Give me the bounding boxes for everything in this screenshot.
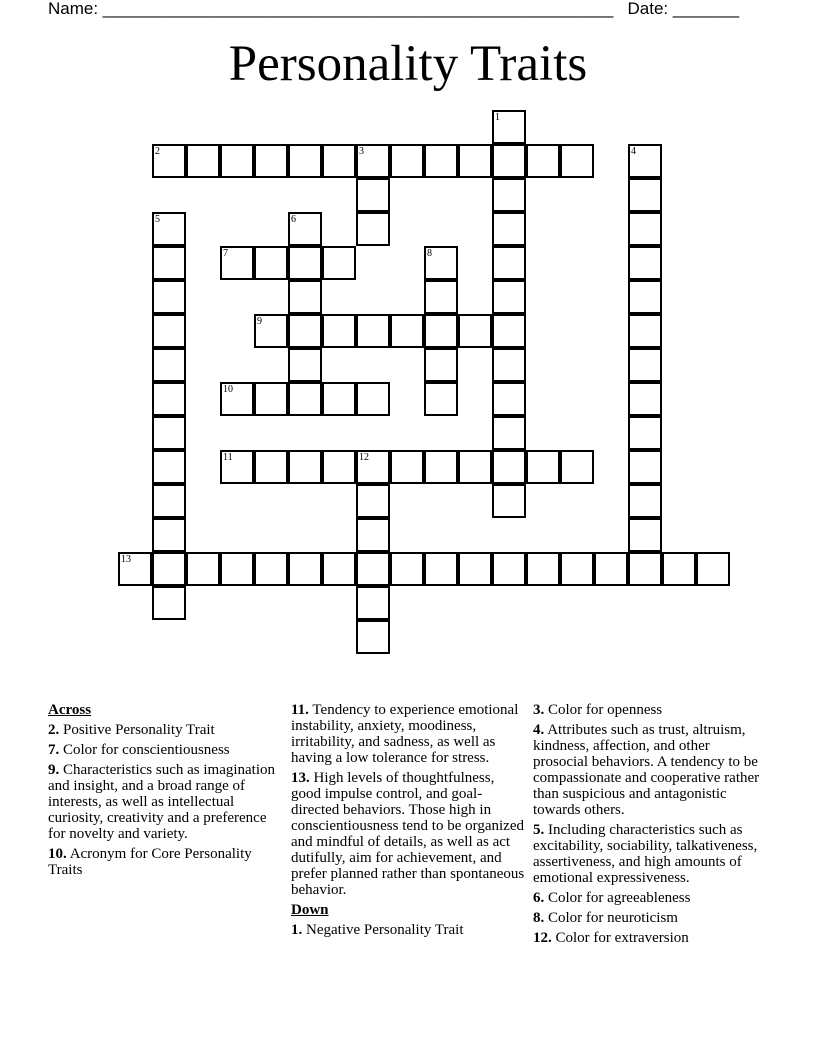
crossword-cell[interactable] <box>424 280 458 314</box>
crossword-cell[interactable] <box>288 450 322 484</box>
crossword-cell[interactable] <box>628 348 662 382</box>
crossword-cell[interactable] <box>288 552 322 586</box>
crossword-cell[interactable] <box>424 314 458 348</box>
down-clue-1: 1. Negative Personality Trait <box>291 922 464 938</box>
crossword-cell[interactable] <box>560 144 594 178</box>
crossword-cell[interactable] <box>186 552 220 586</box>
crossword-cell[interactable] <box>662 552 696 586</box>
crossword-cell[interactable] <box>152 450 186 484</box>
across-clue-11: 11. Tendency to experience emotional instability, anxiety, moodiness, irritability, and sadness, as well as having a low tolerance for stress. <box>291 702 519 766</box>
cell-number: 8 <box>427 248 432 259</box>
crossword-cell[interactable] <box>424 246 458 280</box>
across-clue-2: 2. Positive Personality Trait <box>48 722 215 738</box>
down-clue-4: 4. Attributes such as trust, altruism, kindness, affection, and other prosocial behaviors. A tendency to be compassionate and cooperative rather than suspicious and antagonistic towards others. <box>533 722 760 818</box>
cell-number: 4 <box>631 146 636 157</box>
crossword-cell[interactable] <box>254 450 288 484</box>
crossword-cell[interactable] <box>152 518 186 552</box>
down-clue-5: 5. Including characteristics such as excitability, sociability, talkativeness, assertiveness, and high amounts of emotional expressiveness. <box>533 822 758 886</box>
crossword-cell[interactable] <box>492 178 526 212</box>
crossword-cell[interactable] <box>628 518 662 552</box>
crossword-cell[interactable] <box>492 212 526 246</box>
cell-number: 6 <box>291 214 296 225</box>
crossword-cell[interactable] <box>492 484 526 518</box>
cell-number: 13 <box>121 554 131 565</box>
crossword-cell[interactable] <box>220 552 254 586</box>
crossword-cell[interactable] <box>628 484 662 518</box>
crossword-cell[interactable] <box>492 416 526 450</box>
down-clue-3: 3. Color for openness <box>533 702 663 718</box>
crossword-cell[interactable] <box>152 382 186 416</box>
crossword-cell[interactable] <box>628 246 662 280</box>
crossword-cell[interactable] <box>322 450 356 484</box>
crossword-cell[interactable] <box>492 246 526 280</box>
crossword-cell[interactable] <box>390 552 424 586</box>
crossword-cell[interactable] <box>356 144 390 178</box>
crossword-cell[interactable] <box>594 552 628 586</box>
crossword-cell[interactable] <box>220 144 254 178</box>
crossword-cell[interactable] <box>356 586 390 620</box>
crossword-cell[interactable] <box>560 552 594 586</box>
crossword-cell[interactable] <box>492 110 526 144</box>
crossword-cell[interactable] <box>390 450 424 484</box>
crossword-cell[interactable] <box>424 552 458 586</box>
crossword-cell[interactable] <box>458 552 492 586</box>
crossword-cell[interactable] <box>492 382 526 416</box>
crossword-cell[interactable] <box>628 552 662 586</box>
clue-column-3 <box>533 702 763 950</box>
crossword-cell[interactable] <box>356 212 390 246</box>
crossword-cell[interactable] <box>356 484 390 518</box>
crossword-cell[interactable] <box>492 144 526 178</box>
crossword-cell[interactable] <box>526 450 560 484</box>
cell-number: 10 <box>223 384 233 395</box>
crossword-cell[interactable] <box>356 518 390 552</box>
crossword-cell[interactable] <box>288 382 322 416</box>
crossword-cell[interactable] <box>152 314 186 348</box>
cell-number: 12 <box>359 452 369 463</box>
crossword-cell[interactable] <box>526 144 560 178</box>
clue-column-2 <box>291 702 526 942</box>
crossword-cell[interactable] <box>220 382 254 416</box>
cell-number: 11 <box>223 452 233 463</box>
across-clue-9: 9. Characteristics such as imagination and insight, and a broad range of interests, as well as intellectual curiosity, creativity and a preference for novelty and variety. <box>48 762 276 842</box>
crossword-cell[interactable] <box>696 552 730 586</box>
crossword-cell[interactable] <box>628 178 662 212</box>
crossword-cell[interactable] <box>356 178 390 212</box>
crossword-cell[interactable] <box>288 246 322 280</box>
crossword-cell[interactable] <box>186 144 220 178</box>
crossword-cell[interactable] <box>458 450 492 484</box>
crossword-cell[interactable] <box>356 450 390 484</box>
crossword-cell[interactable] <box>424 450 458 484</box>
crossword-cell[interactable] <box>288 314 322 348</box>
date-field-label: Date: _______ <box>627 0 740 18</box>
crossword-cell[interactable] <box>628 212 662 246</box>
crossword-cell[interactable] <box>152 348 186 382</box>
down-clue-12: 12. Color for extraversion <box>533 930 689 946</box>
crossword-cell[interactable] <box>356 382 390 416</box>
crossword-cell[interactable] <box>526 552 560 586</box>
crossword-cell[interactable] <box>288 280 322 314</box>
crossword-cell[interactable] <box>152 586 186 620</box>
crossword-cell[interactable] <box>356 620 390 654</box>
crossword-cell[interactable] <box>288 348 322 382</box>
crossword-cell[interactable] <box>152 144 186 178</box>
crossword-cell[interactable] <box>628 450 662 484</box>
crossword-cell[interactable] <box>152 246 186 280</box>
crossword-cell[interactable] <box>254 314 288 348</box>
crossword-cell[interactable] <box>390 314 424 348</box>
crossword-cell[interactable] <box>492 314 526 348</box>
cell-number: 3 <box>359 146 364 157</box>
crossword-cell[interactable] <box>254 382 288 416</box>
crossword-cell[interactable] <box>458 314 492 348</box>
crossword-cell[interactable] <box>322 314 356 348</box>
across-clue-10: 10. Acronym for Core Personality Traits <box>48 846 252 878</box>
cell-number: 2 <box>155 146 160 157</box>
crossword-cell[interactable] <box>356 314 390 348</box>
cell-number: 5 <box>155 214 160 225</box>
crossword-cell[interactable] <box>254 552 288 586</box>
crossword-cell[interactable] <box>220 246 254 280</box>
crossword-cell[interactable] <box>254 246 288 280</box>
across-clue-13: 13. High levels of thoughtfulness, good impulse control, and goal-directed behaviors. Those high in conscientiousness tend to be organized and mindful of details, as well as act dutifully, aim for achievement, and prefer planned rather than spontaneous behavior. <box>291 770 525 898</box>
crossword-cell[interactable] <box>322 552 356 586</box>
cell-number: 9 <box>257 316 262 327</box>
crossword-cell[interactable] <box>458 144 492 178</box>
crossword-cell[interactable] <box>220 450 254 484</box>
crossword-cell[interactable] <box>424 144 458 178</box>
crossword-cell[interactable] <box>118 552 152 586</box>
crossword-cell[interactable] <box>628 144 662 178</box>
crossword-cell[interactable] <box>628 280 662 314</box>
crossword-cell[interactable] <box>492 348 526 382</box>
page-title: Personality Traits <box>228 36 588 92</box>
crossword-cell[interactable] <box>152 212 186 246</box>
cell-number: 7 <box>223 248 228 259</box>
crossword-cell[interactable] <box>560 450 594 484</box>
crossword-cell[interactable] <box>424 348 458 382</box>
across-heading: Across <box>48 702 92 718</box>
down-heading: Down <box>291 902 329 918</box>
crossword-cell[interactable] <box>152 280 186 314</box>
name-field-label: Name: ______________________________________________________ <box>48 0 614 18</box>
crossword-cell[interactable] <box>322 144 356 178</box>
crossword-cell[interactable] <box>152 416 186 450</box>
crossword-cell[interactable] <box>322 246 356 280</box>
crossword-cell[interactable] <box>356 552 390 586</box>
crossword-cell[interactable] <box>628 416 662 450</box>
crossword-cell[interactable] <box>152 552 186 586</box>
crossword-cell[interactable] <box>492 450 526 484</box>
crossword-cell[interactable] <box>288 212 322 246</box>
crossword-cell[interactable] <box>628 314 662 348</box>
clue-column-1 <box>48 702 280 882</box>
crossword-cell[interactable] <box>628 382 662 416</box>
crossword-cell[interactable] <box>254 144 288 178</box>
crossword-cell[interactable] <box>390 144 424 178</box>
crossword-cell[interactable] <box>492 280 526 314</box>
cell-number: 1 <box>495 112 500 123</box>
crossword-cell[interactable] <box>492 552 526 586</box>
crossword-cell[interactable] <box>424 382 458 416</box>
crossword-cell[interactable] <box>288 144 322 178</box>
down-clue-8: 8. Color for neuroticism <box>533 910 678 926</box>
crossword-cell[interactable] <box>322 382 356 416</box>
crossword-cell[interactable] <box>152 484 186 518</box>
down-clue-6: 6. Color for agreeableness <box>533 890 691 906</box>
across-clue-7: 7. Color for conscientiousness <box>48 742 230 758</box>
